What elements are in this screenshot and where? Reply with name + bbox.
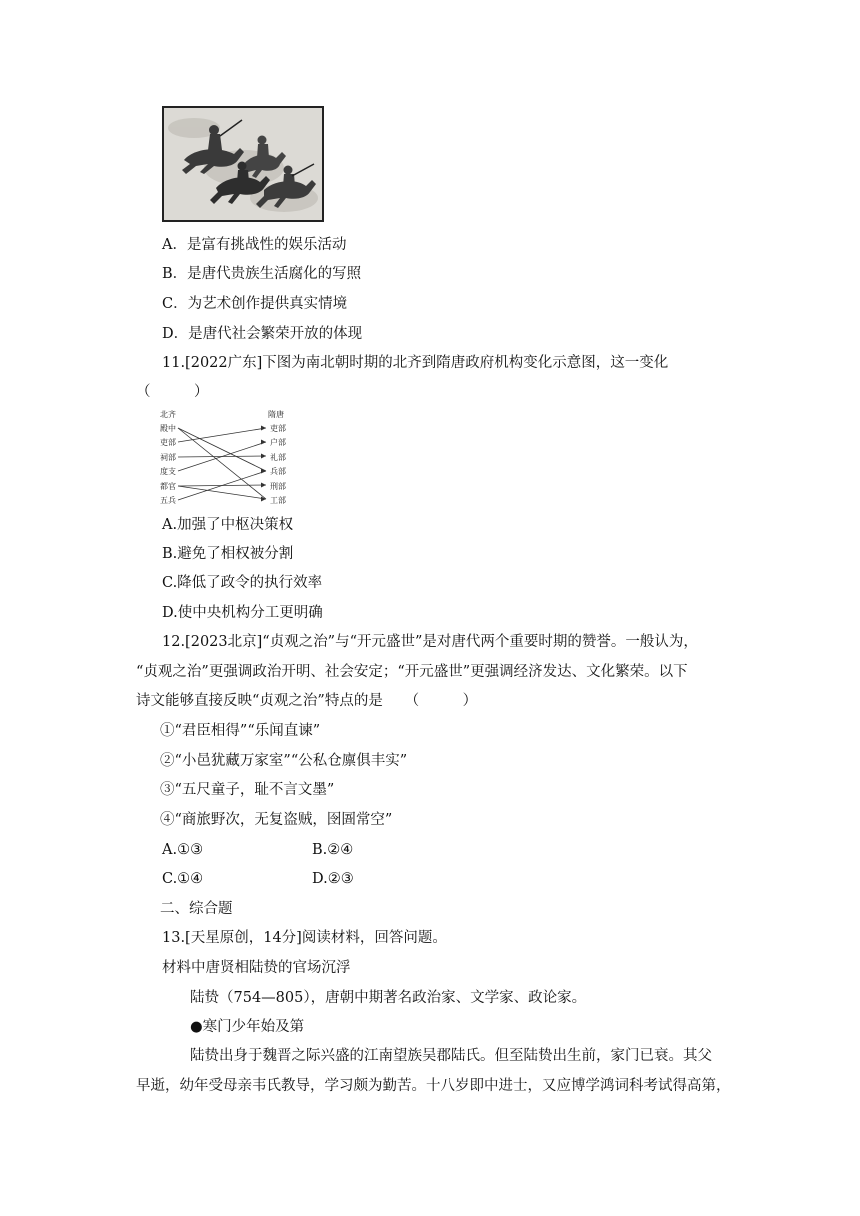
diagram-left-title: 北齐: [160, 410, 176, 419]
q13-material-title: 材料中唐贤相陆贽的官场沉浮: [162, 960, 351, 976]
diagram-right-item: 刑部: [270, 482, 286, 491]
diagram-left-item: 五兵: [160, 496, 176, 505]
q12-item-3: ③“五尺童子，耻不言文墨”: [160, 782, 335, 798]
polo-painting-image: [162, 106, 324, 222]
diagram-right-item: 兵部: [270, 467, 286, 476]
q11-stem-line2: （ ）: [136, 384, 209, 400]
q13-paragraph-1: 陆贽（754—805），唐朝中期著名政治家、文学家、政论家。: [190, 990, 587, 1006]
q12-option-a: A.①③: [162, 842, 204, 858]
q11-option-b: B.避免了相权被分割: [162, 546, 294, 562]
q12-option-c: C.①④: [162, 871, 204, 887]
q12-item-2: ②“小邑犹藏万家室”“公私仓廪俱丰实”: [160, 753, 408, 769]
diagram-arrowheads: [261, 426, 266, 502]
q13-paragraph-2-line1: 陆贽出身于魏晋之际兴盛的江南望族吴郡陆氏。但至陆贽出生前，家门已衰。其父: [190, 1048, 712, 1064]
diagram-right-item: 礼部: [270, 453, 286, 462]
diagram-left-item: 殿中: [160, 424, 176, 433]
diagram-left-item: 祠部: [160, 453, 176, 462]
q12-stem-line3: 诗文能够直接反映“贞观之治”特点的是 （ ）: [136, 693, 478, 709]
q11-stem-line1: 11.[2022广东]下图为南北朝时期的北齐到隋唐政府机构变化示意图，这一变化: [162, 355, 669, 371]
q10-option-b: B．是唐代贵族生活腐化的写照: [162, 266, 362, 282]
diagram-right-title: 隋唐: [268, 410, 284, 419]
diagram-left-item: 度支: [160, 467, 176, 476]
q11-option-a: A.加强了中枢决策权: [162, 517, 294, 533]
q11-option-d: D.使中央机构分工更明确: [162, 605, 323, 621]
q10-option-a: A．是富有挑战性的娱乐活动: [162, 237, 347, 253]
q13-paragraph-2-line2: 早逝，幼年受母亲韦氏教导，学习颇为勤苦。十八岁即中进士，又应博学鸿词科考试得高第，: [136, 1078, 731, 1094]
q10-option-d: D．是唐代社会繁荣开放的体现: [162, 326, 363, 342]
diagram-left-item: 都官: [160, 482, 176, 491]
q12-item-1: ①“君臣相得”“乐闻直谏”: [160, 723, 321, 739]
q10-option-c: C．为艺术创作提供真实情境: [162, 296, 348, 312]
q12-stem-line1: 12.[2023北京]“贞观之治”与“开元盛世”是对唐代两个重要时期的赞誉。一般认为，: [162, 634, 698, 650]
diagram-right-item: 工部: [270, 496, 286, 505]
diagram-connector-lines: [178, 428, 266, 500]
q11-option-c: C.降低了政令的执行效率: [162, 575, 323, 591]
q13-subheading: ●寒门少年始及第: [190, 1019, 305, 1035]
q12-option-d: D.②③: [312, 871, 354, 887]
q12-stem-line2: “贞观之治”更强调政治开明、社会安定；“开元盛世”更强调经济发达、文化繁荣。以下: [136, 664, 688, 680]
q12-item-4: ④“商旅野次，无复盗贼，囹圄常空”: [160, 812, 393, 828]
diagram-left-item: 吏部: [160, 438, 176, 447]
institution-change-diagram: [160, 409, 300, 509]
section-title: 二、综合题: [160, 901, 233, 917]
q12-option-b: B.②④: [312, 842, 354, 858]
diagram-right-item: 吏部: [270, 424, 286, 433]
diagram-right-item: 户部: [270, 438, 286, 447]
polo-painting-illustration: [164, 108, 322, 220]
q13-stem: 13.[天星原创，14分]阅读材料，回答问题。: [162, 930, 447, 946]
